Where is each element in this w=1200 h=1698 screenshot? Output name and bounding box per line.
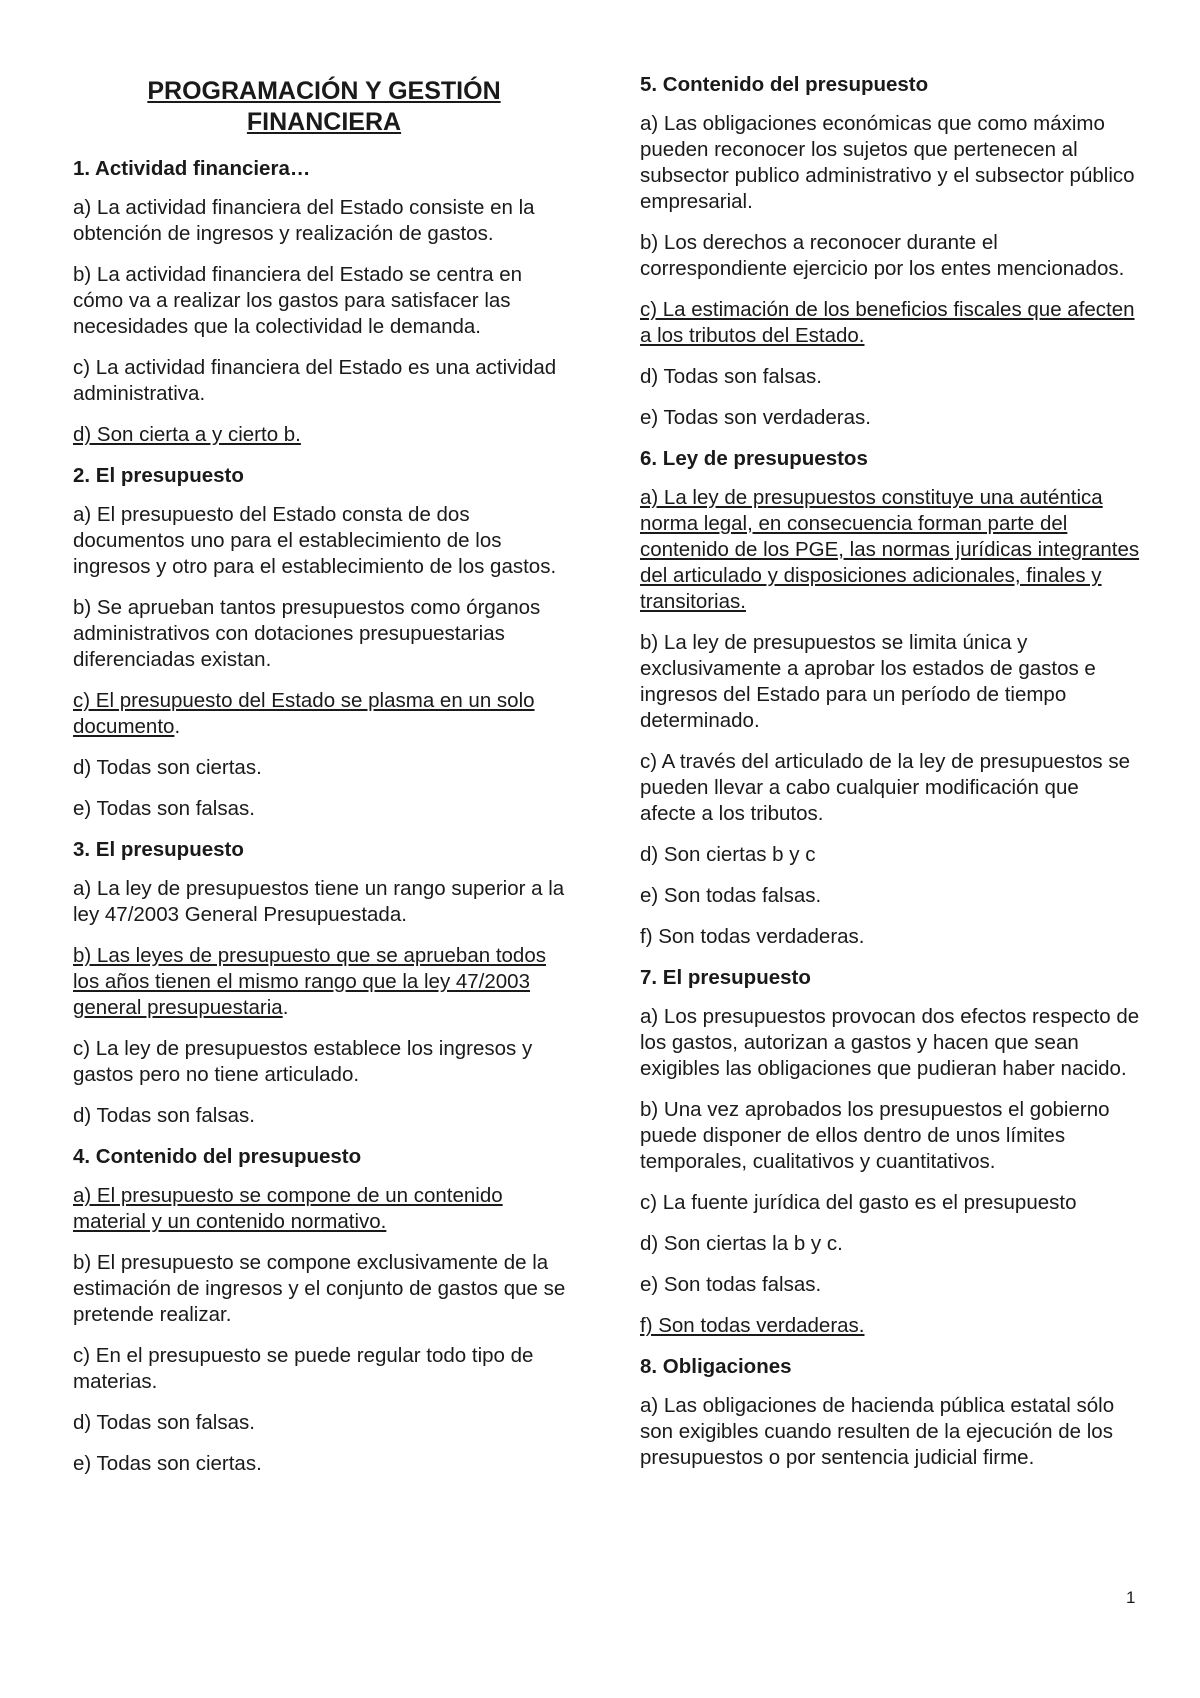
question-heading: 6. Ley de presupuestos xyxy=(640,447,868,470)
answer-option xyxy=(640,883,1140,909)
question-block xyxy=(640,965,1140,1339)
question-heading: 2. El presupuesto xyxy=(73,464,244,487)
answer-option-correct xyxy=(73,422,575,448)
answer-option-text: e) Todas son falsas. xyxy=(73,797,255,820)
question-block xyxy=(73,156,575,448)
question-block xyxy=(73,837,575,1129)
right-questions xyxy=(640,72,1140,1471)
question-heading: 5. Contenido del presupuesto xyxy=(640,73,929,96)
answer-option xyxy=(73,755,575,781)
answer-option-text: c) En el presupuesto se puede regular todo tipo de materias. xyxy=(73,1344,534,1393)
answer-option-text: d) Todas son falsas. xyxy=(73,1104,255,1127)
answer-option xyxy=(640,1190,1140,1216)
answer-option xyxy=(73,262,575,340)
answer-option-text: a) La ley de presupuestos tiene un rango superior a la ley 47/2003 General Presupuestada. xyxy=(73,877,565,926)
answer-option-text: f) Son todas verdaderas. xyxy=(640,1314,865,1337)
answer-option xyxy=(73,1250,575,1328)
answer-option xyxy=(73,796,575,822)
answer-option-text: a) Las obligaciones de hacienda pública estatal sólo son exigibles cuando resulten de la ejecución de los presupuestos o por sentencia judicial firme. xyxy=(640,1394,1115,1469)
question-heading: 7. El presupuesto xyxy=(640,966,811,989)
answer-option-text: a) La actividad financiera del Estado consiste en la obtención de ingresos y realización de gastos. xyxy=(73,196,535,245)
answer-option-text: b) Una vez aprobados los presupuestos el gobierno puede disponer de ellos dentro de unos límites temporales, cualitativos y cuantitativos. xyxy=(640,1098,1110,1173)
question-block xyxy=(73,1144,575,1477)
question-heading: 4. Contenido del presupuesto xyxy=(73,1145,362,1168)
answer-option-text: a) La ley de presupuestos constituye una auténtica norma legal, en consecuencia forman parte del contenido de los PGE, las normas jurídicas integrantes del articulado y disposiciones adicionales, finales y transitorias. xyxy=(640,486,1140,613)
answer-option-correct xyxy=(640,297,1140,349)
answer-option-text: f) Son todas verdaderas. xyxy=(640,925,865,948)
right-column xyxy=(640,72,1140,1486)
question-block xyxy=(640,72,1140,431)
answer-option xyxy=(640,1272,1140,1298)
answer-option xyxy=(640,1004,1140,1082)
answer-option-text: e) Son todas falsas. xyxy=(640,884,822,907)
page-number: 1 xyxy=(1126,1588,1136,1607)
answer-option-text: a) El presupuesto se compone de un contenido material y un contenido normativo. xyxy=(73,1184,503,1233)
question-block xyxy=(640,446,1140,950)
answer-option-suffix: . xyxy=(174,715,181,738)
answer-option-text: b) Las leyes de presupuesto que se aprueban todos los años tienen el mismo rango que la ley 47/2003 general presupuestaria xyxy=(73,944,546,1019)
answer-option xyxy=(73,1410,575,1436)
answer-option xyxy=(73,1103,575,1129)
left-questions xyxy=(73,156,575,1477)
answer-option xyxy=(640,1231,1140,1257)
answer-option xyxy=(640,749,1140,827)
answer-option-text: e) Todas son verdaderas. xyxy=(640,406,871,429)
answer-option-text: a) Las obligaciones económicas que como máximo pueden reconocer los sujetos que pertenecen al subsector publico administrativo y el subsector público empresarial. xyxy=(640,112,1135,213)
answer-option xyxy=(640,1097,1140,1175)
answer-option xyxy=(640,111,1140,215)
answer-option-text: b) Los derechos a reconocer durante el correspondiente ejercicio por los entes mencionados. xyxy=(640,231,1125,280)
answer-option-text: c) El presupuesto del Estado se plasma en un solo documento xyxy=(73,689,535,738)
question-heading: 1. Actividad financiera… xyxy=(73,157,311,180)
answer-option-text: a) El presupuesto del Estado consta de dos documentos uno para el establecimiento de los ingresos y otro para el establecimiento de los gastos. xyxy=(73,503,557,578)
answer-option-text: d) Son ciertas b y c xyxy=(640,843,816,866)
answer-option xyxy=(73,502,575,580)
answer-option xyxy=(73,876,575,928)
answer-option-text: b) La ley de presupuestos se limita única y exclusivamente a aprobar los estados de gastos e ingresos del Estado para un período de tiempo determinado. xyxy=(640,631,1096,732)
answer-option xyxy=(640,630,1140,734)
answer-option-suffix: . xyxy=(282,996,289,1019)
answer-option xyxy=(640,1393,1140,1471)
answer-option-text: c) La estimación de los beneficios fiscales que afecten a los tributos del Estado. xyxy=(640,298,1135,347)
page-title: PROGRAMACIÓN Y GESTIÓN FINANCIERA xyxy=(147,77,501,136)
answer-option-text: b) Se aprueban tantos presupuestos como órganos administrativos con dotaciones presupuestarias diferenciadas existan. xyxy=(73,596,541,671)
answer-option-text: b) El presupuesto se compone exclusivamente de la estimación de ingresos y el conjunto de gastos que se pretende realizar. xyxy=(73,1251,566,1326)
answer-option xyxy=(640,230,1140,282)
answer-option xyxy=(640,842,1140,868)
answer-option-text: c) La ley de presupuestos establece los ingresos y gastos pero no tiene articulado. xyxy=(73,1037,533,1086)
question-block xyxy=(640,1354,1140,1471)
answer-option-text: c) La actividad financiera del Estado es una actividad administrativa. xyxy=(73,356,557,405)
answer-option xyxy=(73,1343,575,1395)
answer-option-text: d) Todas son falsas. xyxy=(640,365,822,388)
answer-option-text: d) Todas son falsas. xyxy=(73,1411,255,1434)
answer-option-text: e) Todas son ciertas. xyxy=(73,1452,262,1475)
answer-option-text: a) Los presupuestos provocan dos efectos respecto de los gastos, autorizan a gastos y hacen que sean exigibles las obligaciones que pudieran haber nacido. xyxy=(640,1005,1140,1080)
answer-option-correct xyxy=(640,1313,1140,1339)
answer-option xyxy=(73,595,575,673)
answer-option xyxy=(640,364,1140,390)
answer-option xyxy=(640,924,1140,950)
answer-option-text: d) Todas son ciertas. xyxy=(73,756,262,779)
answer-option xyxy=(73,1451,575,1477)
answer-option-text: d) Son ciertas la b y c. xyxy=(640,1232,843,1255)
answer-option-text: c) La fuente jurídica del gasto es el presupuesto xyxy=(640,1191,1077,1214)
answer-option xyxy=(73,1036,575,1088)
answer-option-correct xyxy=(73,1183,575,1235)
answer-option xyxy=(73,355,575,407)
answer-option-correct xyxy=(640,485,1140,615)
answer-option-text: d) Son cierta a y cierto b. xyxy=(73,423,301,446)
question-heading: 8. Obligaciones xyxy=(640,1355,792,1378)
answer-option-text: b) La actividad financiera del Estado se centra en cómo va a realizar los gastos para satisfacer las necesidades que la colectividad le demanda. xyxy=(73,263,522,338)
answer-option xyxy=(73,195,575,247)
answer-option-correct xyxy=(73,943,575,1021)
question-block xyxy=(73,463,575,822)
answer-option-text: c) A través del articulado de la ley de presupuestos se pueden llevar a cabo cualquier modificación que afecte a los tributos. xyxy=(640,750,1131,825)
answer-option-correct xyxy=(73,688,575,740)
left-column xyxy=(73,76,575,1492)
question-heading: 3. El presupuesto xyxy=(73,838,244,861)
answer-option-text: e) Son todas falsas. xyxy=(640,1273,822,1296)
answer-option xyxy=(640,405,1140,431)
